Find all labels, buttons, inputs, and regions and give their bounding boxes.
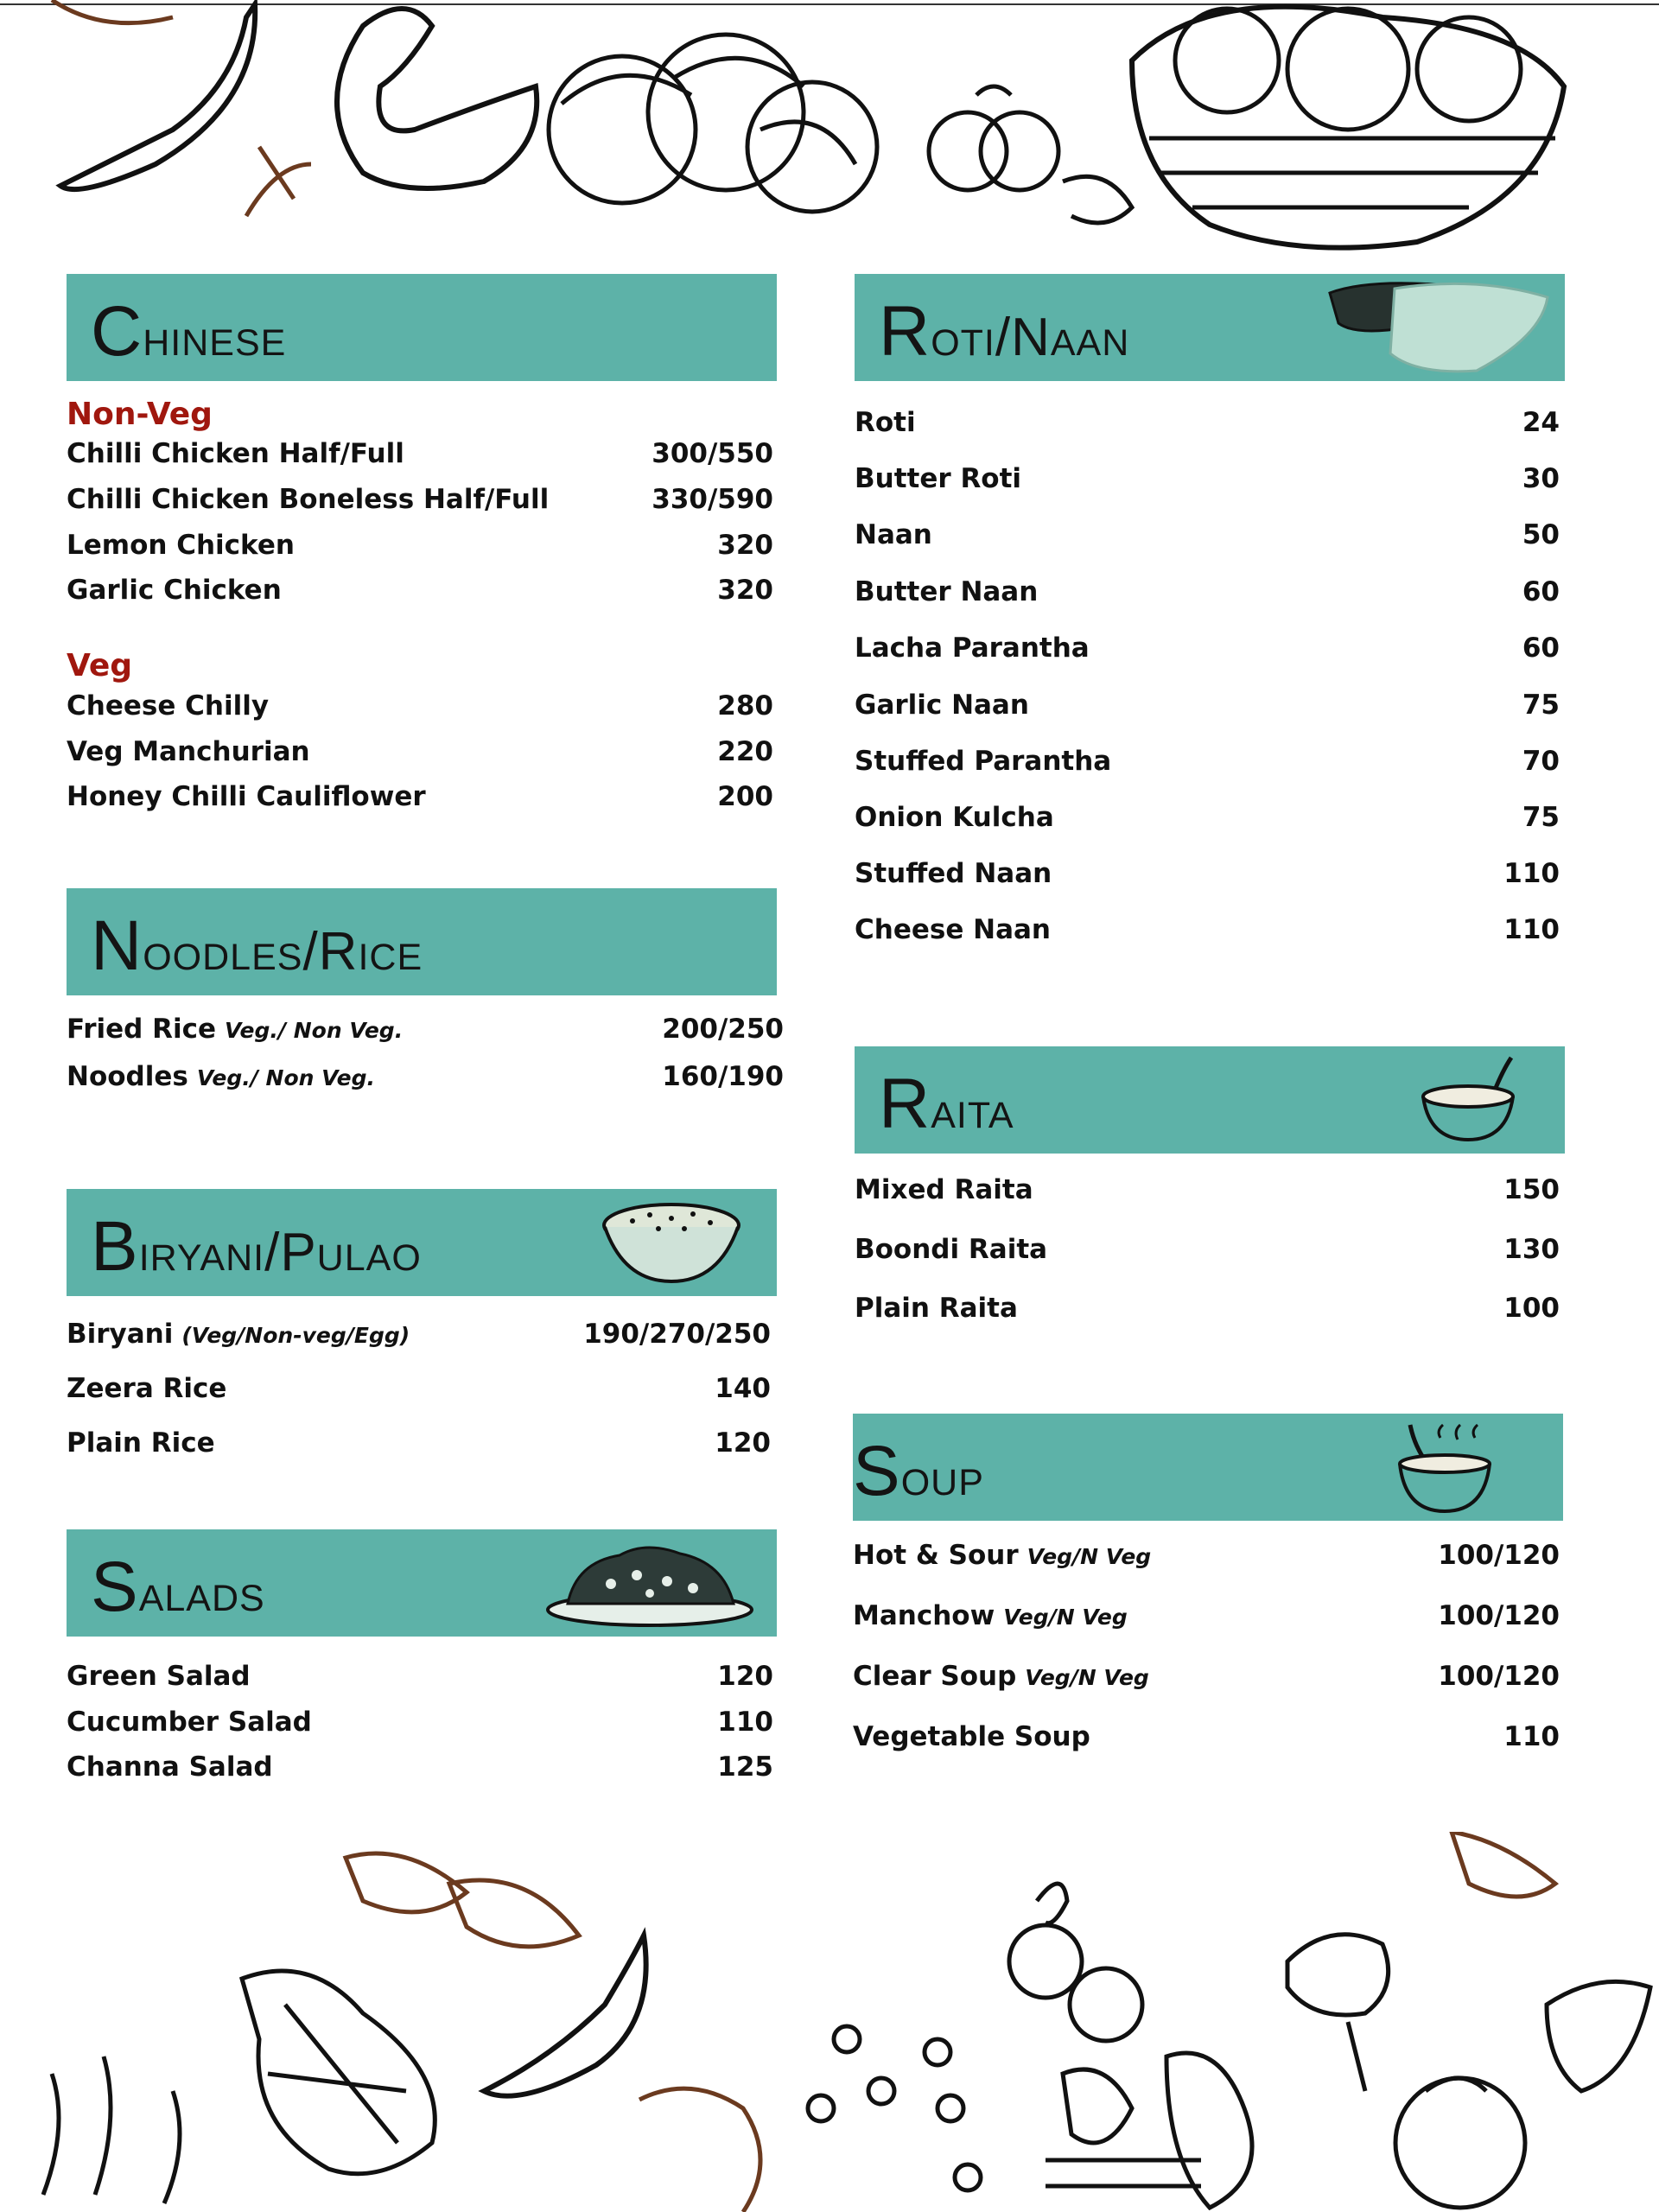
item-name: Hot & Sour Veg/N Veg [853, 1540, 1152, 1571]
menu-item [855, 690, 1560, 729]
menu-item [853, 1661, 1560, 1700]
menu-item [67, 1661, 773, 1700]
item-name: Zeera Rice [67, 1373, 227, 1404]
item-price: 140 [715, 1373, 771, 1404]
item-price: 100/120 [1438, 1600, 1560, 1631]
item-note: Veg/N Veg [1027, 1544, 1152, 1569]
item-name: Onion Kulcha [855, 802, 1054, 833]
item-price: 130 [1503, 1234, 1560, 1265]
menu-item [67, 530, 773, 569]
salads-section-header [67, 1529, 777, 1637]
item-price: 30 [1522, 463, 1560, 494]
menu-item [67, 690, 773, 730]
menu-item [67, 575, 773, 614]
item-name: Chilli Chicken Half/Full [67, 438, 404, 469]
item-name: Fried Rice Veg./ Non Veg. [67, 1014, 404, 1045]
item-price: 200 [717, 781, 773, 812]
item-price: 110 [1503, 858, 1560, 889]
item-price: 100/120 [1438, 1540, 1560, 1571]
item-name: Vegetable Soup [853, 1721, 1090, 1752]
item-note: (Veg/Non-veg/Egg) [181, 1323, 410, 1348]
bowl-spoon-icon [1416, 1053, 1520, 1148]
item-name: Biryani (Veg/Non-veg/Egg) [67, 1319, 410, 1350]
chinese-veg-label: Veg [67, 648, 133, 683]
item-name: Plain Rice [67, 1427, 215, 1459]
item-price: 300/550 [652, 438, 773, 469]
menu-item [855, 463, 1560, 503]
item-note: Veg/N Veg [1003, 1605, 1128, 1630]
menu-item [67, 1751, 773, 1791]
item-name: Cucumber Salad [67, 1707, 312, 1738]
menu-item [855, 746, 1560, 785]
biryani-section-title: Biryani/Pulao [91, 1207, 422, 1286]
naan-wrap-icon [1321, 276, 1554, 379]
item-name: Mixed Raita [855, 1174, 1033, 1205]
menu-item [67, 736, 773, 776]
item-price: 120 [717, 1661, 773, 1692]
item-price: 100 [1503, 1293, 1560, 1324]
item-name: Plain Raita [855, 1293, 1018, 1324]
item-price: 75 [1522, 690, 1560, 721]
soup-section-title: Soup [853, 1432, 984, 1510]
item-note: Veg./ Non Veg. [225, 1018, 404, 1043]
menu-item [67, 1707, 773, 1746]
item-price: 125 [717, 1751, 773, 1783]
item-price: 24 [1522, 407, 1560, 438]
item-note: Veg/N Veg [1025, 1665, 1149, 1690]
menu-item [853, 1540, 1560, 1580]
biryani-section-header [67, 1189, 777, 1296]
chinese-section-title: Chinese [91, 292, 287, 371]
menu-item [855, 576, 1560, 616]
item-name: Naan [855, 519, 932, 550]
item-price: 190/270/250 [583, 1319, 771, 1350]
item-name: Butter Naan [855, 576, 1039, 607]
item-price: 60 [1522, 632, 1560, 664]
item-price: 110 [1503, 914, 1560, 945]
item-price: 60 [1522, 576, 1560, 607]
menu-item [855, 1174, 1560, 1214]
menu-item [855, 519, 1560, 559]
chinese-nonveg-label: Non-Veg [67, 397, 213, 432]
salads-section-title: Salads [91, 1548, 265, 1626]
item-price: 320 [717, 575, 773, 606]
item-name: Boondi Raita [855, 1234, 1048, 1265]
menu-item [67, 781, 773, 821]
item-price: 150 [1503, 1174, 1560, 1205]
item-name: Channa Salad [67, 1751, 273, 1783]
soup-bowl-icon [1393, 1421, 1492, 1517]
salad-plate-icon [542, 1536, 758, 1631]
food-sketch-illustrations-bottom [0, 1832, 1659, 2212]
item-name: Manchow Veg/N Veg [853, 1600, 1128, 1631]
item-name: Garlic Chicken [67, 575, 282, 606]
menu-item [853, 1600, 1560, 1640]
soup-section-header [853, 1414, 1563, 1521]
menu-item [855, 858, 1560, 898]
menu-item [853, 1721, 1560, 1761]
item-name: Clear Soup Veg/N Veg [853, 1661, 1149, 1692]
item-price: 320 [717, 530, 773, 561]
item-price: 110 [717, 1707, 773, 1738]
menu-item [67, 1373, 771, 1413]
noodles-section-title: Noodles/Rice [91, 906, 423, 985]
item-name: Cheese Naan [855, 914, 1051, 945]
item-price: 120 [715, 1427, 771, 1459]
menu-item [67, 484, 773, 524]
item-note: Veg./ Non Veg. [196, 1065, 376, 1090]
item-name: Chilli Chicken Boneless Half/Full [67, 484, 550, 515]
item-name: Stuffed Naan [855, 858, 1052, 889]
item-price: 50 [1522, 519, 1560, 550]
food-sketch-illustrations-top [0, 0, 1659, 268]
chinese-section-header [67, 274, 777, 381]
item-name: Green Salad [67, 1661, 251, 1692]
item-price: 330/590 [652, 484, 773, 515]
menu-item [855, 407, 1560, 447]
item-name: Honey Chilli Cauliflower [67, 781, 426, 812]
item-price: 280 [717, 690, 773, 721]
menu-item [67, 438, 773, 478]
menu-item [855, 1293, 1560, 1332]
item-price: 100/120 [1438, 1661, 1560, 1692]
menu-item [855, 802, 1560, 842]
item-name: Roti [855, 407, 916, 438]
item-name: Veg Manchurian [67, 736, 310, 767]
item-price: 220 [717, 736, 773, 767]
menu-item [855, 632, 1560, 672]
item-price: 70 [1522, 746, 1560, 777]
item-name: Stuffed Parantha [855, 746, 1112, 777]
item-name: Noodles Veg./ Non Veg. [67, 1061, 376, 1092]
roti-section-title: Roti/Naan [879, 292, 1130, 371]
raita-section-header [855, 1046, 1565, 1154]
item-name: Garlic Naan [855, 690, 1029, 721]
item-price: 110 [1503, 1721, 1560, 1752]
menu-item [67, 1427, 771, 1467]
item-price: 200/250 [662, 1014, 784, 1045]
menu-item [67, 1061, 784, 1101]
item-price: 75 [1522, 802, 1560, 833]
menu-item [67, 1319, 771, 1358]
menu-item [855, 914, 1560, 954]
raita-section-title: Raita [879, 1065, 1014, 1143]
item-price: 160/190 [662, 1061, 784, 1092]
item-name: Lemon Chicken [67, 530, 295, 561]
rice-bowl-icon [598, 1199, 745, 1286]
roti-section-header [855, 274, 1565, 381]
item-name: Cheese Chilly [67, 690, 270, 721]
item-name: Lacha Parantha [855, 632, 1090, 664]
menu-item [855, 1234, 1560, 1274]
menu-item [67, 1014, 784, 1053]
noodles-section-header [67, 888, 777, 995]
item-name: Butter Roti [855, 463, 1022, 494]
